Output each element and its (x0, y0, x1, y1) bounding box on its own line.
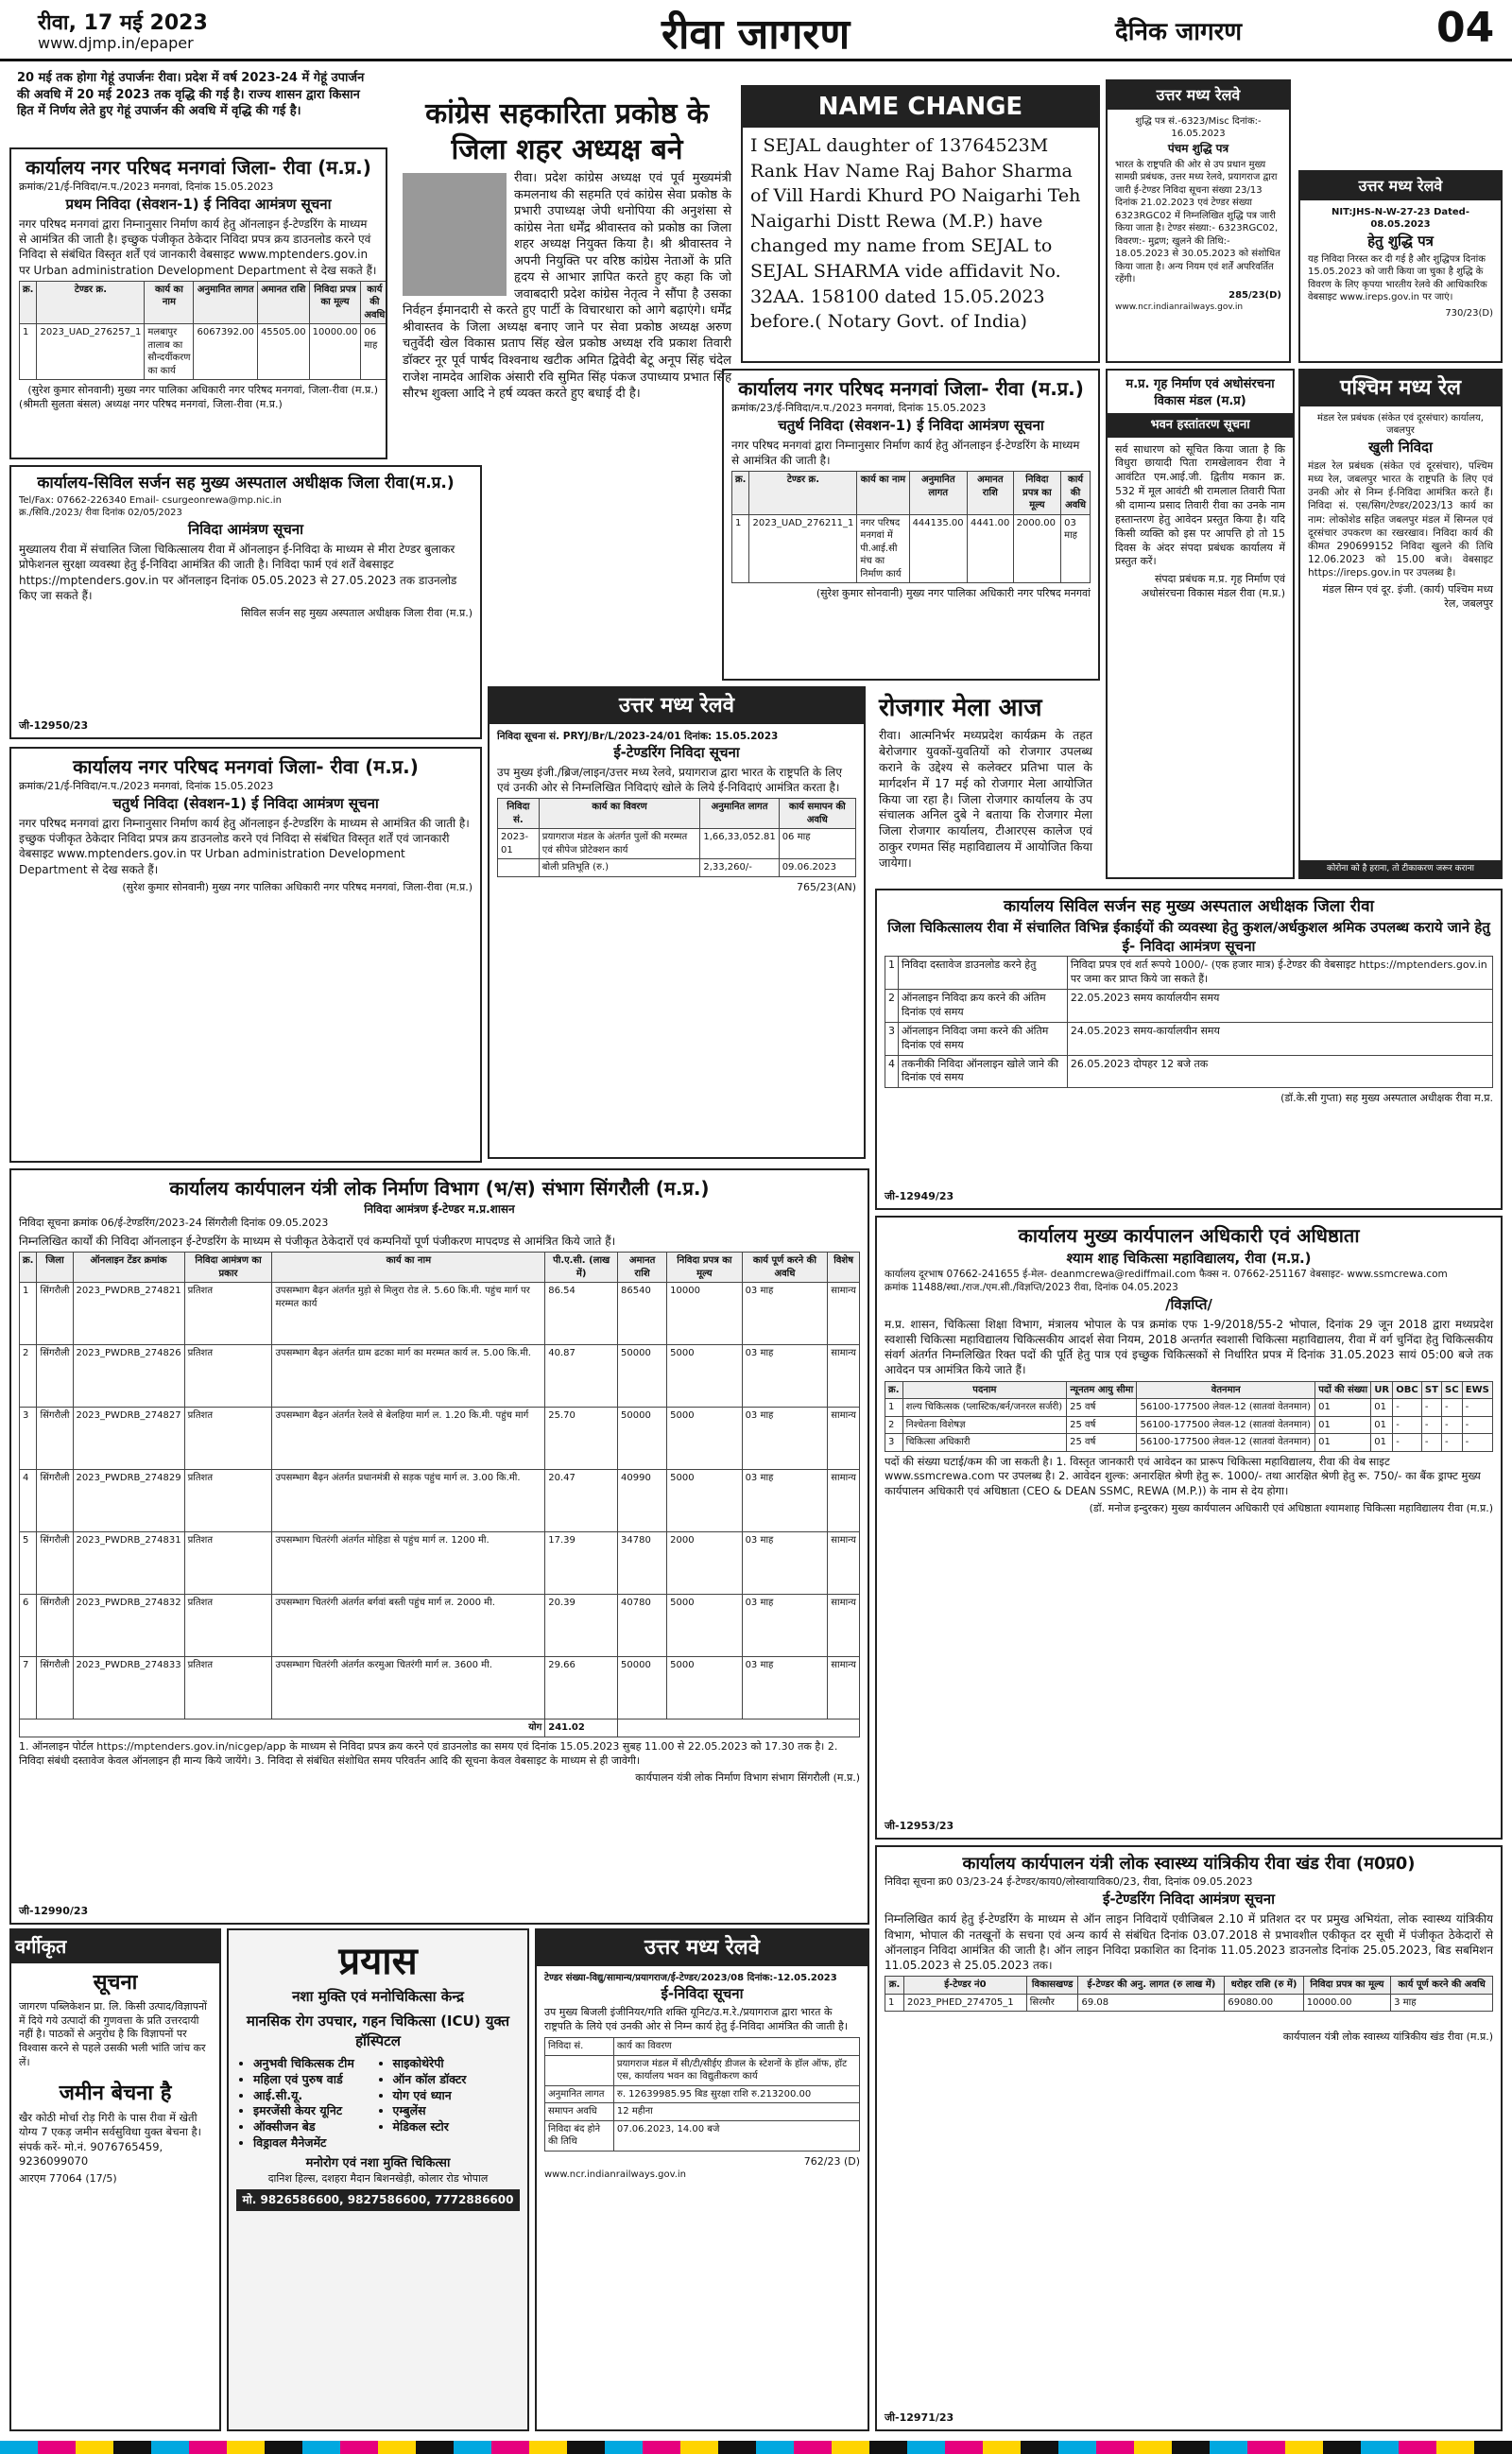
ad-body: नगर परिषद मनगवां द्वारा निम्नानुसार निर्माण कार्य हेतु ऑनलाइन ई-टेण्डरिंग के माध्यम से आमंत्रित की जाती है। इच्छुक पंजीकृत ठेकेदार निविदा प्रपत्र क्रय डाउनलोड करने एवं निविदा से संबंधित विस्तृत शर्तें एवं जानकारी वेबसाइट www.mptenders.gov.in पर Urban administration Development Department से देख सकते हैं। (19, 817, 470, 876)
ad-title: कार्यालय कार्यपालन यंत्री लोक निर्माण विभाग (भ/स) संभाग सिंगरौली (म.प्र.) (169, 1177, 710, 1200)
table-row: 5 सिंगरौली 2023_PWDRB_274831 प्रतिशत उपसम्भाग चितरंगी अंतर्गत मोहिडा से पहुंच मार्ग ल. 1200 मी. 17.39 34780 2000 03 माह सामान्य (20, 1532, 860, 1595)
ad-code: जी-12971/23 (885, 2411, 954, 2425)
tender-table: क्र. टेण्डर क्र. कार्य का नाम अनुमानित लागत अमानत राशि निविदा प्रपत्र का मूल्य कार्य की अवधि 1 2023_UAD_276257_1 मलबापुर तालाब का सौन्दर्यीकरण का कार्य 6067392.00 45505.00 10000.00 06 माह (19, 281, 387, 381)
rail-title: उत्तर मध्य रेलवे (1108, 81, 1289, 110)
ad-title: कार्यालय नगर परिषद मनगवां जिला- रीवा (म.प्र.) (73, 755, 419, 778)
ad-ref: निविदा सूचना क्रमांक 06/ई-टेण्डरिंग/2023-24 सिंगरौली दिनांक 09.05.2023 (19, 1217, 329, 1230)
posts-table: क्र. पदनाम न्यूनतम आयु सीमा वेतनमान पदों की संख्या UR OBC ST SC EWS 1 शल्य चिकित्सक (प्लास्टिक/बर्न/जनरल सर्जरी) 25 वर्ष 56100-177500 लेवल-12 (सातवां वेतनमान) 01 01 - - - - 2 निश्चेतना विशेषज्ञ 25 वर्ष 56100-177500 लेवल-12 (सातवां वेतनमान) 01 01 - - - - 3 चिकित्सा अधिकारी 25 वर्ष 56100-177500 लेवल-12 (सातवां वेतनमान) 01 01 - - - - (885, 1381, 1493, 1452)
rail-body: मंडल रेल प्रबंधक (संकेत एवं दूरसंचार), पश्चिम मध्य रेल, जबलपुर भारत के राष्ट्रपति के लिए एवं उनकी ओर से निम्न ई-निविदा आमंत्रित करते हैं। निविदा सं. एस/सिग/टेण्डर/2023/13 कार्य का नाम: लोकोशेड सहित जबलपुर मंडल में सिग्नल एवं दूरसंचार उपकरण का रखरखाव। निविदा कार्य की कीमत 290699152 निविदा खुलने की तिथि 12.06.2023 को 15.00 बजे। वेबसाइट https://ireps.gov.in पर उपलब्ध है। (1308, 459, 1493, 579)
prayas-footer: मनोरोग एवं नशा मुक्ति चिकित्सा (305, 2156, 451, 2170)
ad-body: म.प्र. शासन, चिकित्सा शिक्षा विभाग, मंत्रालय भोपाल के पत्र क्रमांक एफ 1-9/2018/55-2 भोपाल, दिनांक 29 जून 2018 द्वारा मध्यप्रदेश स्वशासी चिकित्सा महाविद्यालय चिकित्सकीय आदर्श सेवा नियम, 2018 अन्तर्गत स्वशासी चिकित्सा महाविद्यालय, रीवा में वर्ग चुनिंदा हेतु चिकित्सकीय संवर्ग अंतर्गत निम्नलिखित रिक्त पदों की पूर्ति हेतु पात्र एवं इच्छुक चिकित्सकों से निर्धारित प्रपत्र में दिनांक 31.05.2023 सायं 05:00 बजे तक आवेदन पत्र आमंत्रित किये जाते हैं। (885, 1317, 1493, 1377)
rail-title: उत्तर मध्य रेलवे (537, 1930, 868, 1966)
classifieds-section (9, 1928, 221, 2431)
list-item: • आई.सी.यू. (253, 2088, 381, 2104)
ad-body: नगर परिषद मनगवां द्वारा निम्नानुसार निर्माण कार्य हेतु ऑनलाइन ई-टेण्डरिंग के माध्यम से आमंत्रित की जाती है। (731, 439, 1080, 468)
ad-notes: 1. ऑनलाइन पोर्टल https://mptenders.gov.in/nicgep/app के माध्यम से निविदा प्रपत्र क्रय करने एवं डाउनलोड का समय एवं दिनांक 15.05.2023 सुबह 11.00 से 22.05.2023 को 17.30 तक है। 2. निविदा संबंधी दस्तावेज केवल ऑनलाइन ही मान्य किये जायेंगे। 3. निविदा से संबंधित संशोधित समय परिवर्तन आदि की सूचना केवल वेबसाइट के माध्यम से ही जावेगी। (19, 1739, 838, 1767)
table-row: प्रयागराज मंडल में सी/टी/सीईए डीजल के स्टेशनों के हॉल ऑफ, हॉट एस, कार्यालय भवन का विद्युतीकरण कार्य (545, 2055, 860, 2085)
list-item: • अनुभवी चिकित्सक टीम (253, 2056, 381, 2072)
land-code: आरएम 77064 (17/5) (19, 2171, 117, 2185)
ad-body: मुख्यालय रीवा में संचालित जिला चिकित्सालय रीवा में ऑनलाइन ई-निविदा के माध्यम से मीरा टेण्डर बुलाकर प्रोफेशनल सुरक्षा व्यवस्था हेतु ई-निविदा आमंत्रित की जाती है। निविदा फार्म एवं शर्तें वेबसाइट https://mptenders.gov.in पर ऑनलाइन दिनांक 05.05.2023 से 27.05.2023 तक डाउनलोड किए जा सकते हैं। (19, 543, 457, 602)
rail-title: उत्तर मध्य रेलवे (490, 688, 864, 724)
rail-body: उप मुख्य इंजी./ब्रिज/लाइन/उत्तर मध्य रेलवे, प्रयागराज द्वारा भारत के राष्ट्रपति के लिए एवं उनकी ओर से निम्नलिखित निविदाएं खोले के लिये ई-निविदाएं आमंत्रित करता है। (497, 766, 842, 795)
page-header (0, 0, 1512, 61)
ad-ref: निविदा सूचना क्र0 03/23-24 ई-टेण्डर/काय0/लोस्वायाविक0/23, रीवा, दिनांक 09.05.2023 (885, 1875, 1253, 1889)
shyam-shah-medical-college-notice (875, 1216, 1503, 1840)
mp-housing-board-notice (1106, 369, 1295, 879)
ad-code: जी-12949/23 (885, 1190, 954, 1203)
rail-body: उप मुख्य बिजली इंजीनियर/गति शक्ति यूनिट/उ.म.रे./प्रयागराज द्वारा भारत के राष्ट्रपति के लिये एवं उनकी ओर से निम्न कार्य हेतु ई-निविदा आमंत्रित की जाती है। (544, 2006, 849, 2033)
table-row: 4 सिंगरौली 2023_PWDRB_274829 प्रतिशत उपसम्भाग बैढ़न अंतर्गत प्रधानमंत्री से सड़क पहुंच मार्ग ल. 3.00 कि.मी. 20.47 40990 5000 03 माह सामान्य (20, 1470, 860, 1532)
table-row: 1 2023_UAD_276257_1 मलबापुर तालाब का सौन्दर्यीकरण का कार्य 6067392.00 45505.00 10000.00 06 माह (20, 324, 388, 380)
ad-subtitle: चतुर्थ निविदा (सेवशन-1) ई निविदा आमंत्रण सूचना (778, 416, 1044, 434)
table-row: 2 सिंगरौली 2023_PWDRB_274826 प्रतिशत उपसम्भाग बैढ़न अंतर्गत ग्राम ढटका मार्ग का मरम्मत कार्य ल. 5.00 कि.मी. 40.87 50000 5000 03 माह सामान्य (20, 1345, 860, 1408)
ad-subtitle: चतुर्थ निविदा (सेवशन-1) ई निविदा आमंत्रण सूचना (112, 794, 379, 812)
rail-web[interactable]: www.ncr.indianrailways.gov.in (544, 2169, 687, 2181)
pwd-tender-table: क्र. जिला ऑनलाइन टेंडर क्रमांक निविदा आमंत्रण का प्रकार कार्य का नाम पी.ए.सी. (लाख में) अमानत राशि निविदा प्रपत्र का मूल्य कार्य पूर्ण करने की अवधि विशेष 1 सिंगरौली 2023_PWDRB_274821 प्रतिशत उपसम्भाग बैढ़न अंतर्गत मुड़ो से मिलुरा रोड ले. 5.60 कि.मी. पहुंच मार्ग पर मरम्मत कार्य 86.54 86540 10000 03 माह सामान्य 2 सिंगरौली 2023_PWDRB_274826 प्रतिशत उपसम्भाग बैढ़न अंतर्गत ग्राम ढटका मार्ग का मरम्मत कार्य ल. 5.00 कि.मी. 40.87 50000 5000 03 माह सामान्य 3 सिंगरौली 2023_PWDRB_274827 प्रतिशत उपसम्भाग बैढ़न अंतर्गत रेलवे से बेलहिया मार्ग ल. 1.20 कि.मी. पहुंच मार्ग 25.70 50000 5000 03 माह सामान्य 4 सिंगरौली 2023_PWDRB_274829 प्रतिशत उपसम्भाग बैढ़न अंतर्गत प्रधानमंत्री से सड़क पहुंच मार्ग ल. 3.00 कि.मी. 20.47 40990 5000 03 माह सामान्य 5 सिंगरौली 2023_PWDRB_274831 प्रतिशत उपसम्भाग चितरंगी अंतर्गत मोहिडा से पहुंच मार्ग ल. 1200 मी. 17.39 34780 2000 03 माह सामान्य 6 सिंगरौली 2023_PWDRB_274832 प्रतिशत उपसम्भाग चितरंगी अंतर्गत बर्गवां बस्ती पहुंच मार्ग ल. 2000 मी. 20.39 40780 5000 03 माह सामान्य 7 सिंगरौली 2023_PWDRB_274833 प्रतिशत उपसम्भाग चितरंगी अंतर्गत करमुआ चितरंगी मार्ग ल. 3600 मी. 29.66 50000 5000 03 माह सामान्य योग 241.02 (19, 1252, 860, 1737)
schedule-table (885, 956, 1493, 1088)
total-row: योग 241.02 (20, 1720, 860, 1737)
rail-code: 730/23(D) (1445, 307, 1493, 319)
rail-sub: ई-टेण्डरिंग निविदा सूचना (613, 743, 740, 761)
epaper-url[interactable]: www.djmp.in/epaper (38, 34, 194, 52)
list-item: • इमरजेंसी केयर यूनिट (253, 2103, 381, 2119)
rail-sub2: पंचम शुद्धि पत्र (1167, 141, 1229, 155)
signer: (सुरेश कुमार सोनवानी) मुख्य नगर पालिका अधिकारी नगर परिषद मनगवां, जिला-रीवा (म.प्र.) (122, 880, 472, 893)
color-registration-strip (0, 2441, 1512, 2454)
housing-sub: भवन हस्तांतरण सूचना (1108, 413, 1293, 438)
prayas-services-list (253, 2056, 520, 2152)
prayas-rehab-ad (227, 1928, 529, 2431)
rail-sub: हेतु शुद्धि पत्र (1367, 232, 1434, 250)
signer: (डॉ.के.सी गुप्ता) सह मुख्य अस्पताल अधीक्षक रीवा म.प्र. (1280, 1092, 1493, 1105)
signer: कार्यपालन यंत्री लोक निर्माण विभाग संभाग सिंगरौली (म.प्र.) (635, 1771, 860, 1785)
name-change-notice (741, 85, 1100, 363)
leader-photo (403, 173, 507, 296)
ad-sub2: /विज्ञप्ति/ (1165, 1295, 1212, 1313)
rail-body: यह निविदा निरस्त कर दी गई है और शुद्धिपत्र दिनांक 15.05.2023 को जारी किया जा चुका है शुद्धि के विवरण के लिए कृपया भारतीय रेलवे की आधिकारिक वेबसाइट www.ireps.gov.in पर जाएं। (1308, 253, 1487, 303)
ad-body: निम्नलिखित कार्य हेतु ई-टेण्डरिंग के माध्यम से ऑन लाइन निविदायें एवीजिबल 2.10 में प्रतिशत दर पर प्रमुख अभियंता, लोक स्वास्थ्य यांत्रिकीय विभाग, भोपाल की नतखूनों के सचना एवं अन्य कार्य से संबंधित दिनांक 03.07.2018 से प्रभावशील एकीकृत दर सूची में पंजीकृत ठेकेदारों से ऑनलाइन निविदा आमंत्रित की जाती है। ऑन लाइन निविदा प्रकाशित का दिनांक 11.05.2023 डाउनलोड दिनांक 25.05.2023, बिड सबमिशन 11.05.2023 से 25.05.2023 तक। (885, 1912, 1493, 1972)
manganwa-tender-ad-1 (9, 147, 387, 459)
ad-ref: क्र./सिवि./2023/ रीवा दिनांक 02/05/2023 (19, 508, 182, 519)
notice-body: जागरण पब्लिकेशन प्रा. लि. किसी उत्पाद/विज्ञापनों में दिये गये उत्पादों की गुणवत्ता के प्रति उत्तरदायी नहीं है। पाठकों से अनुरोध है कि विज्ञापनों पर विश्वास करने से पहले उसकी भली भांति जांच कर लें। (19, 1999, 207, 2069)
notice-heading: सूचना (93, 1971, 138, 1995)
ad-notes: पदों की संख्या घटाई/कम की जा सकती है। 1. विस्तृत जानकारी एवं आवेदन का प्रारूप चिकित्सा महाविद्यालय, रीवा की वेब साइट www.ssmcrewa.com पर उपलब्ध है। 2. आवेदन शुल्क: अनारक्षित श्रेणी हेतु रू. 1000/- तथा आरक्षित श्रेणी हेतु रू. 750/- का बैंक ड्राफ्ट मुख्य कार्यपालन अधिकारी एवं अधिष्ठाता (CEO & DEAN SSMC, REWA (M.P.)) के नाम से देय होगा। (885, 1454, 1481, 1497)
list-item: • साइकोथेरेपी (393, 2056, 521, 2072)
phed-tender-table: क्र. ई-टेण्डर नं0 विकासखण्ड ई-टेण्डर की अनु. लागत (रु लाख में) धरोहर राशि (रु में) निविदा प्रपत्र का मूल्य कार्य पूर्ण करने की अवधि 1 2023_PHED_274705_1 सिरमौर 69.08 69080.00 10000.00 3 माह (885, 1976, 1493, 2012)
ad-ref: क्रमांक/23/ई-निविदा/न.प./2023 मनगवां, दिनांक 15.05.2023 (731, 402, 987, 414)
table-row: 4 तकनीकी निविदा ऑनलाइन खोले जाने की दिनांक एवं समय 26.05.2023 दोपहर 12 बजे तक (885, 1055, 1493, 1088)
wheat-procurement-news (9, 64, 387, 142)
notice-title: NAME CHANGE (743, 87, 1098, 128)
table-row: 1 सिंगरौली 2023_PWDRB_274821 प्रतिशत उपसम्भाग बैढ़न अंतर्गत मुड़ो से मिलुरा रोड ले. 5.60 कि.मी. पहुंच मार्ग पर मरम्मत कार्य 86.54 86540 10000 03 माह सामान्य (20, 1283, 860, 1345)
page-number: 04 (1436, 4, 1495, 52)
list-item: • ऑक्सीजन बेड (253, 2119, 381, 2135)
housing-body: सर्व साधारण को सूचित किया जाता है कि विधुरा छायादी पिता रामखेलावन रीवा ने आवंटित एम.आई.जी. द्वितीय मकान क्र. 532 में मूल आवंटी श्री रामलाल तिवारी पिता श्री दामान्य प्रसाद तिवारी रीवा का उनके नाम हस्तान्तरण हेतु आवेदन प्रस्तुत किया है। यदि किसी व्यक्ति को इस पर आपत्ति हो तो 15 दिवस के अंदर संपदा प्रबंधक कार्यालय में प्रस्तुत करें। (1115, 442, 1285, 568)
table-row: 1 2023_PHED_274705_1 सिरमौर 69.08 69080.00 10000.00 3 माह (885, 1994, 1493, 2012)
table-row: अनुमानित लागत रु. 12639985.95 बिड सुरक्षा राशि रु.213200.00 (545, 2085, 860, 2103)
signer: कार्यपालन यंत्री लोक स्वास्थ्य यांत्रिकीय खंड रीवा (म.प्र.) (1282, 2031, 1493, 2044)
list-item: • महिला एवं पुरुष वार्ड (253, 2072, 381, 2088)
rail-ref: निविदा सूचना सं. PRYJ/Br/L/2023-24/01 दिनांक: 15.05.2023 (497, 730, 779, 742)
ad-subtitle: जिला चिकित्सालय रीवा में संचालित विभिन्न ईकाईयों की व्यवस्था हेतु कुशल/अर्धकुशल श्रमिक उपलब्ध कराये जाने हेतु (887, 918, 1490, 936)
notice-body: I SEJAL daughter of 13764523M Rank Hav Name Raj Bahor Sharma of Vill Hardi Khurd PO Naigarhi Teh Naigarhi Distt Rewa (M.P.) have changed my name from SEJAL to SEJAL SHARMA vide affidavit No. 32AA. 158100 dated 15.05.2023 before.( Notary Govt. of India) (750, 135, 1081, 333)
table-row: 3 चिकित्सा अधिकारी 25 वर्ष 56100-177500 लेवल-12 (सातवां वेतनमान) 01 01 - - - - (885, 1434, 1493, 1452)
housing-signer: संपदा प्रबंधक म.प्र. गृह निर्माण एवं अधोसंरचना विकास मंडल रीवा (म.प्र.) (1141, 573, 1285, 600)
ad-contact: कार्यालय दूरभाष 07662-241655 ई-मेल- deanmcrewa@rediffmail.com फैक्स न. 07662-251167 वेबसाइट- www.ssmcrewa.com (885, 1269, 1448, 1281)
signer: (सुरेश कुमार सोनवानी) मुख्य नगर पालिका अधिकारी नगर परिषद मनगवां (816, 587, 1091, 600)
list-item: • एम्बुलेंस (393, 2103, 521, 2119)
ad-title: कार्यालय कार्यपालन यंत्री लोक स्वास्थ्य यांत्रिकीय रीवा खंड रीवा (म0प्र0) (962, 1854, 1416, 1874)
rail-sub: ई-निविदा सूचना (661, 1985, 744, 2003)
masthead-title: रीवा जागरण (662, 10, 850, 59)
table-row: निविदा सं. कार्य का विवरण (545, 2038, 860, 2056)
table-row: बोली प्रतिभूति (रु.) 2,33,260/- 09.06.2023 (498, 859, 856, 877)
prayas-phone: मो. 9826586600, 9827586600, 7772886600 (236, 2189, 520, 2210)
phed-rewa-tender (875, 1845, 1503, 2431)
ncr-rail-tender-2 (535, 1928, 869, 2431)
land-body: खैर कोठी मोर्चा रोड़ गिरी के पास रीवा में खेती योग्य 7 एकड़ जमीन सर्वसुविधा युक्त बेचना है। संपर्क करें- मो.नं. 9076765459, 9236099070 (19, 2110, 202, 2169)
rail-subtitle: शुद्धि पत्र सं.-6323/Misc दिनांक:- 16.05.2023 (1135, 115, 1262, 140)
wheat-news-text: 20 मई तक होगा गेहूं उपार्जनः रीवा। प्रदेश में वर्ष 2023-24 में गेहूं उपार्जन की अवधि में 20 मई 2023 तक वृद्धि की गई है। राज्य शासन द्वारा किसान हित में निर्णय लेते हुए गेहूं उपार्जन की अवधि में वृद्धि की गई है। (17, 71, 365, 119)
ad-title: कार्यालय नगर परिषद मनगवां जिला- रीवा (म.प्र.) (26, 156, 371, 179)
rail-footer-slogan: कोरोना को है हराना, तो टीकाकरण जरूर कराना (1300, 860, 1501, 877)
rail-title: पश्चिम मध्य रेल (1300, 371, 1501, 406)
table-row: 1 निविदा दस्तावेज डाउनलोड करने हेतु निविदा प्रपत्र एवं शर्त रूपये 1000/- (एक हजार मात्र) ई-टेण्डर की वेबसाइट https://mptenders.gov.in पर जमा कर प्राप्त किये जा सकते हैं। (885, 957, 1493, 990)
ad-intro: निम्नलिखित कार्यों की निविदा ऑनलाइन ई-टेण्डरिंग के माध्यम से पंजीकृत ठेकेदारों एवं कम्पनियों पूर्ण पंजीकरण मापदण्ड से आमंत्रित किये जाते हैं। (19, 1235, 616, 1249)
civil-surgeon-tender-1 (9, 465, 482, 739)
rail-title: उत्तर मध्य रेलवे (1300, 172, 1501, 200)
rail-corrigendum-ad (1106, 79, 1291, 363)
rail-ref: NIT:JHS-N-W-27-23 Dated-08.05.2023 (1332, 206, 1469, 231)
issue-date: रीवा, 17 मई 2023 (38, 11, 208, 35)
rail-sub2: खुली निविदा (1368, 438, 1433, 456)
news-headline: रोजगार मेला आज (879, 694, 1042, 722)
prayas-subtitle: नशा मुक्ति एवं मनोचिकित्सा केन्द्र (292, 1988, 464, 2005)
housing-title: म.प्र. गृह निर्माण एवं अधोसंरचना विकास मंडल (म.प्र) (1125, 377, 1275, 408)
rail-tender-table (544, 2037, 860, 2152)
prayas-title: प्रयास (338, 1939, 418, 1983)
news-body: रीवा। आत्मनिर्भर मध्यप्रदेश कार्यक्रम के तहत बेरोजगार युवकों-युवतियों को रोजगार उपलब्ध कराने के उद्देश्य से कलेक्टर प्रतिभा पाल के मार्गदर्शन में 17 मई को रोजगार मेला आयोजित किया जा रहा है। जिला रोजगार कार्यालय के उप संचालक अनिल दुबे ने बताया कि रोजगार मेला जिला रोजगार कार्यालय, टीआरएस कालेज एवं ठाकुर रणमत सिंह महाविद्यालय में आयोजित किया जायेगा। (879, 728, 1092, 871)
ad-body: नगर परिषद मनगवां द्वारा निम्नानुसार निर्माण कार्य हेतु ऑनलाइन ई-टेण्डरिंग के माध्यम से आमंत्रित की जाती है। इच्छुक पंजीकृत ठेकेदार निविदा प्रपत्र क्रय डाउनलोड करने एवं निविदा से संबंधित विस्तृत शर्तें एवं जानकारी वेबसाइट www.mptenders.gov.in पर Urban administration Development Department से देख सकते हैं। (19, 217, 377, 277)
rail-code: 762/23 (D) (803, 2154, 860, 2168)
ad-ref: क्रमांक 11488/स्था./राज./एम.सी./विज्ञप्ति/2023 रीवा, दिनांक 04.05.2023 (885, 1282, 1178, 1294)
ad-subtitle: निविदा आमंत्रण सूचना (187, 520, 304, 538)
list-item: • विड्रावल मैनेजमेंट (253, 2135, 381, 2152)
ad-subtitle: निविदा आमंत्रण ई-टेण्डर म.प्र.शासन (364, 1202, 515, 1216)
table-row: निविदा बंद होने की तिथि 07.06.2023, 14.00 बजे (545, 2120, 860, 2151)
prayas-address: दानिश हिल्स, दशहरा मैदान बिशनखेड़ी, कोलार रोड भोपाल (267, 2171, 489, 2185)
land-heading: जमीन बेचना है (59, 2081, 172, 2105)
manganwa-tender-ad-3 (9, 747, 482, 1163)
ad-title: कार्यालय सिविल सर्जन सह मुख्य अस्पताल अधीक्षक जिला रीवा (1004, 897, 1374, 916)
rail-sub: मंडल रेल प्रबंधक (संकेत एवं दूरसंचार) कार्यालय, जबलपुर (1317, 412, 1484, 437)
rail-code: 765/23(AN) (796, 880, 856, 893)
prayas-tagline: मानसिक रोग उपचार, गहन चिकित्सा (ICU) युक्त हॉस्पिटल (246, 2013, 510, 2049)
rail-body: भारत के राष्ट्रपति की ओर से उप प्रधान मुख्य सामग्री प्रबंधक, उत्तर मध्य रेलवे, प्रयागराज द्वारा जारी ई-टेण्डर निविदा सूचना संख्या 23/13 दिनांक 21.02.2023 एवं टेण्डर संख्या 6323RGC02 में निम्नलिखित शुद्धि पत्र जारी किया जाता है। टेण्डर संख्या:- 6323RGC02, विवरण:- मुद्रण; खुलने की तिथि:- 18.05.2023 से 30.05.2023 को संशोधित किया जाता है। अन्य नियम एवं शर्तें अपरिवर्तित रहेंगी। (1115, 159, 1280, 285)
rail-signer: मंडल सिग्न एवं दूर. इंजी. (कार्य) पश्चिम मध्य रेल, जबलपुर (1322, 583, 1493, 611)
table-row: 7 सिंगरौली 2023_PWDRB_274833 प्रतिशत उपसम्भाग चितरंगी अंतर्गत करमुआ चितरंगी मार्ग ल. 3600 मी. 29.66 50000 5000 03 माह सामान्य (20, 1657, 860, 1720)
classifieds-title: वर्गीकृत (11, 1930, 219, 1963)
pwd-singrauli-tender (9, 1168, 869, 1925)
list-item: • मेडिकल स्टोर (393, 2119, 521, 2135)
ncr-rail-tender-1 (488, 686, 866, 1159)
signer: (सुरेश कुमार सोनवानी) मुख्य नगर पालिका अधिकारी नगर परिषद मनगवां, जिला-रीवा (म.प्र.) (27, 384, 378, 397)
table-row: 3 ऑनलाइन निविदा जमा करने की अंतिम दिनांक एवं समय 24.05.2023 समय-कार्यालयीन समय (885, 1022, 1493, 1055)
ad-title: कार्यालय नगर परिषद मनगवां जिला- रीवा (म.प्र.) (738, 377, 1084, 400)
table-row: 3 सिंगरौली 2023_PWDRB_274827 प्रतिशत उपसम्भाग बैढ़न अंतर्गत रेलवे से बेलहिया मार्ग ल. 1.20 कि.मी. पहुंच मार्ग 25.70 50000 5000 03 माह सामान्य (20, 1408, 860, 1470)
rail-tender-table: निविदा सं. कार्य का विवरण अनुमानित लागत कार्य समापन की अवधि 2023-01 प्रयागराज मंडल के अंतर्गत पुलों की मरम्मत एवं सीपेज प्रोटेक्शन कार्य 1,66,33,052.81 06 माह बोली प्रतिभूति (रु.) 2,33,260/- 09.06.2023 (497, 798, 856, 877)
news-headline: कांग्रेस सहकारिता प्रकोष्ठ के जिला शहर अध्यक्ष बने (425, 97, 709, 166)
table-row: 2 निश्चेतना विशेषज्ञ 25 वर्ष 56100-177500 लेवल-12 (सातवां वेतनमान) 01 01 - - - - (885, 1416, 1493, 1434)
ad-title: कार्यालय मुख्य कार्यपालन अधिकारी एवं अधिष्ठाता (1018, 1224, 1360, 1247)
manganwa-tender-ad-2 (722, 369, 1100, 681)
signer: सिविल सर्जन सह मुख्य अस्पताल अधीक्षक जिला रीवा (म.प्र.) (241, 606, 472, 619)
signer-2: (श्रीमती सुलता बंसल) अध्यक्ष नगर परिषद मनगवां, जिला-रीवा (म.प्र.) (19, 398, 283, 411)
signer: (डॉ. मनोज इन्दुरकर) मुख्य कार्यपालन अधिकारी एवं अधिष्ठाता श्यामशाह चिकित्सा महाविद्यालय रीवा (म.प्र.) (1089, 1502, 1493, 1515)
tender-table: क्र. टेण्डर क्र. कार्य का नाम अनुमानित लागत अमानत राशि निविदा प्रपत्र का मूल्य कार्य की अवधि 1 2023_UAD_276211_1 नगर परिषद मनगवां में पी.आई.सी मंच का निर्माण कार्य 444135.00 4441.00 2000.00 03 माह (731, 471, 1091, 583)
ad-subtitle-2: ई- निविदा आमंत्रण सूचना (1122, 938, 1256, 956)
ad-subtitle: श्याम शाह चिकित्सा महाविद्यालय, रीवा (म.प्र.) (1066, 1250, 1312, 1267)
ad-subtitle: प्रथम निविदा (सेवशन-1) ई निविदा आमंत्रण सूचना (65, 195, 332, 213)
ad-subtitle: ई-टेण्डरिंग निविदा आमंत्रण सूचना (1102, 1891, 1276, 1909)
ad-title: कार्यालय-सिविल सर्जन सह मुख्य अस्पताल अधीक्षक जिला रीवा(म.प्र.) (37, 474, 455, 493)
table-row: समापन अवधि 12 महीना (545, 2103, 860, 2121)
list-item: • योग एवं ध्यान (393, 2088, 521, 2104)
civil-surgeon-tender-2 (875, 889, 1503, 1210)
table-row: 1 शल्य चिकित्सक (प्लास्टिक/बर्न/जनरल सर्जरी) 25 वर्ष 56100-177500 लेवल-12 (सातवां वेतनमान) 01 01 - - - - (885, 1399, 1493, 1417)
rail-ref: टेण्डर संख्या-विद्यु/सामान्य/प्रयागराज/ई-टेण्डर/2023/08 दिनांक:-12.05.2023 (544, 1972, 837, 1983)
rail-neer-notice (1298, 170, 1503, 363)
rail-web[interactable]: www.ncr.indianrailways.gov.in (1115, 302, 1244, 313)
ad-ref: क्रमांक/21/ई-निविदा/न.प./2023 मनगवां, दिनांक 15.05.2023 (19, 780, 274, 792)
table-row: 2 ऑनलाइन निविदा क्रय करने की अंतिम दिनांक एवं समय 22.05.2023 समय कार्यालयीन समय (885, 990, 1493, 1023)
table-row: 1 2023_UAD_276211_1 नगर परिषद मनगवां में पी.आई.सी मंच का निर्माण कार्य 444135.00 4441.00 2000.00 03 माह (732, 514, 1091, 583)
ad-code: जी-12950/23 (19, 719, 89, 733)
rail-ref: 285/23(D) (1228, 289, 1281, 301)
table-row: 6 सिंगरौली 2023_PWDRB_274832 प्रतिशत उपसम्भाग चितरंगी अंतर्गत बर्गवां बस्ती पहुंच मार्ग ल. 2000 मी. 20.39 40780 5000 03 माह सामान्य (20, 1595, 860, 1657)
ad-ref: क्रमांक/21/ई-निविदा/न.प./2023 मनगवां, दिनांक 15.05.2023 (19, 181, 274, 193)
list-item: • ऑन कॉल डॉक्टर (393, 2072, 521, 2088)
news-body: रीवा। प्रदेश कांग्रेस अध्यक्ष एवं पूर्व मुख्यमंत्री कमलनाथ की सहमति एवं कांग्रेस सेवा प्रकोष्ठ के प्रभारी उपाध्यक्ष जेपी धनोपिया की अनुशंसा से कांग्रेस नेता धर्मेंद्र श्रीवास्तव को प्रकोष्ठ का जिला शहर अध्यक्ष नियुक्त किया है। श्री श्रीवास्तव ने अपनी नियुक्ति पर वरिष्ठ कांग्रेस नेताओं के प्रति हृदय से आभार ज्ञापित करते हुए कहा कि जो जवाबदारी प्रदेश कांग्रेस नेतृत्व ने सौंपा है उसका निर्वहन ईमानदारी से करते हुए पार्टी के विचारधारा को आगे बढ़ाएंगे। धर्मेंद्र श्रीवास्तव के जिला अध्यक्ष बनाए जाने पर सेवा प्रकोष्ठ अध्यक्ष अरुण चतुर्वेदी खेल विकास प्रताप सिंह खेल प्रकोष्ठ अध्यक्ष रवि प्रकाश तिवारी डॉक्टर नूर पूर्व पार्षद विश्वनाथ खटीक अमित द्विवेदी बेटू अनूप सिंह चंदेल राजेश नामदेव आशिक अंसारी रवि सुमित सिंह पंकज उपाध्याय प्रभात सिंह सौरभ शुक्ला आदि ने हर्ष व्यक्त करते हुए बधाई दी है। (403, 171, 731, 402)
ad-code: जी-12990/23 (19, 1905, 89, 1918)
west-central-rail-tender (1298, 369, 1503, 879)
newspaper-name: दैनिक जागरण (1115, 18, 1243, 46)
ad-contact: Tel/Fax: 07662-226340 Email- csurgeonrewa@mp.nic.in (19, 494, 282, 506)
table-row: 2023-01 प्रयागराज मंडल के अंतर्गत पुलों की मरम्मत एवं सीपेज प्रोटेक्शन कार्य 1,66,33,052.81 06 माह (498, 829, 856, 859)
ad-code: जी-12953/23 (885, 1820, 954, 1833)
